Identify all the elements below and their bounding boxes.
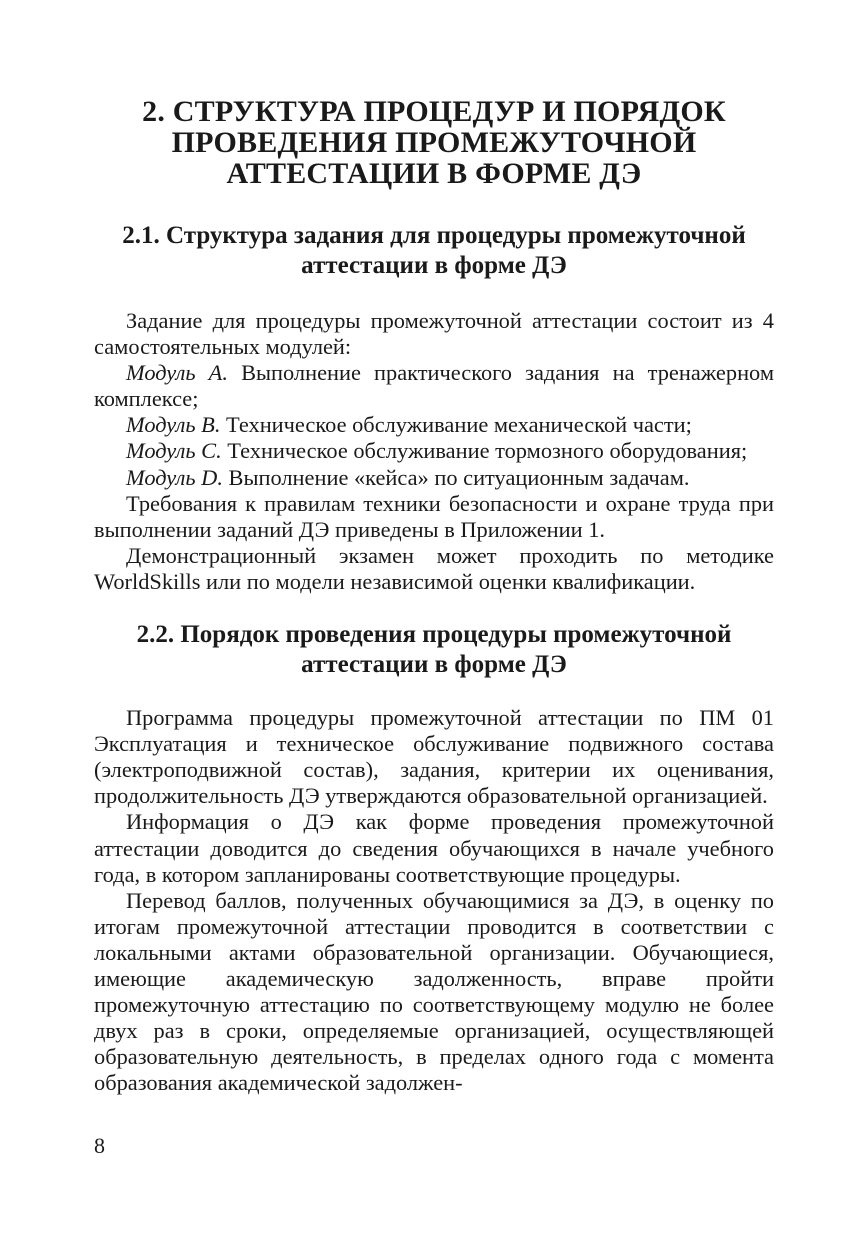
page-number: 8	[94, 1133, 105, 1158]
section-title-line: 2.1. Структура задания для процедуры промежуточной	[122, 222, 746, 249]
section-title-line: 2.2. Порядок проведения процедуры промежуточной	[136, 621, 732, 649]
chapter-title-line: 2. СТРУКТУРА ПРОЦЕДУР И ПОРЯДОК	[142, 95, 726, 128]
section-title-line: аттестации в форме ДЭ	[301, 252, 567, 279]
module-name: Модуль А.	[126, 360, 228, 386]
section-2-1-body	[94, 308, 774, 595]
information-paragraph: Информация о ДЭ как форме проведения промежуточной аттестации доводится до сведения обучающихся в начале учебного года, в котором запланированы соответствующие процедуры.	[94, 809, 774, 887]
chapter-title	[94, 96, 774, 189]
program-paragraph: Программа процедуры промежуточной аттестации по ПМ 01 Эксплуатация и техническое обслуживание подвижного состава (электроподвижной состав), задания, критерии их оценивания, продолжительность ДЭ утверждаются образовательной организацией.	[94, 705, 774, 809]
module-name: Модуль C.	[126, 438, 222, 464]
section-2-2-body	[94, 705, 774, 1096]
module-item-b	[94, 412, 774, 438]
page-content	[94, 96, 774, 1096]
chapter-title-line: ПРОВЕДЕНИЯ ПРОМЕЖУТОЧНОЙ	[171, 126, 697, 159]
module-text: Выполнение практического задания на тренажерном комплексе;	[94, 360, 774, 412]
section-title-line: аттестации в форме ДЭ	[301, 651, 567, 679]
module-item-d	[94, 465, 774, 491]
intro-paragraph: Задание для процедуры промежуточной аттестации состоит из 4 самостоятельных модулей:	[94, 308, 774, 360]
module-item-a	[94, 360, 774, 412]
module-name: Модуль D.	[126, 464, 223, 490]
module-text: Выполнение «кейса» по ситуационным задачам.	[222, 464, 690, 490]
module-item-c	[94, 438, 774, 464]
grading-paragraph: Перевод баллов, полученных обучающимися за ДЭ, в оценку по итогам промежуточной аттестации проводится в соответствии с локальными актами образовательной организации. Обучающиеся, имеющие академическую задолженность, вправе пройти промежуточную аттестацию по соответствующему модулю не более двух раз в сроки, определяемые организацией, осуществляющей образовательную деятельность, в пределах одного года с момента образования академической задолжен-	[94, 887, 774, 1096]
chapter-title-line: АТТЕСТАЦИИ В ФОРМЕ ДЭ	[226, 157, 642, 190]
module-name: Модуль B.	[126, 412, 221, 438]
section-title-2-1	[94, 221, 774, 281]
exam-paragraph: Демонстрационный экзамен может проходить по методике WorldSkills или по модели независимой оценки квалификации.	[94, 542, 774, 594]
module-text: Техническое обслуживание тормозного оборудования;	[221, 438, 748, 464]
safety-paragraph: Требования к правилам техники безопасности и охране труда при выполнении заданий ДЭ приведены в Приложении 1.	[94, 490, 774, 542]
module-text: Техническое обслуживание механической части;	[220, 412, 692, 438]
section-title-2-2	[94, 620, 774, 680]
